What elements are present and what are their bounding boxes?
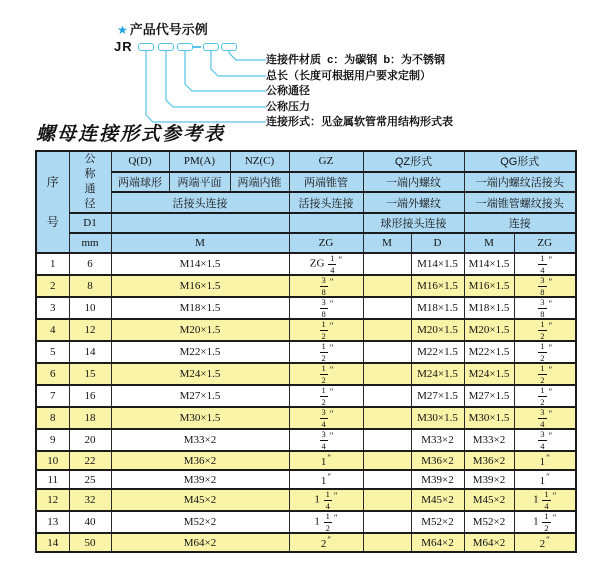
inch-mark: ″: [329, 320, 334, 331]
table-row: [36, 533, 576, 552]
header-sub-zg1: ZG: [289, 233, 363, 253]
cell-qg-m: M24×1.5: [464, 363, 514, 385]
label-connection-type: 连接形式：见金属软管常用结构形式表: [266, 116, 453, 128]
cell-dn: 8: [69, 275, 111, 297]
cell-seq: 5: [36, 341, 69, 363]
cell-gz: [289, 407, 363, 429]
fraction: $\frac{3}{4}$: [321, 407, 326, 429]
cell-m: M52×2: [111, 511, 289, 533]
header-qg-thread: 一端锥管螺纹接头: [464, 192, 576, 213]
cell-seq: 7: [36, 385, 69, 407]
cell-qz-d: M20×1.5: [411, 319, 464, 341]
cell-qg-m: M39×2: [464, 470, 514, 489]
cell-m: M16×1.5: [111, 275, 289, 297]
cell-seq: 12: [36, 489, 69, 511]
cell-gz: [289, 341, 363, 363]
cell-qg-zg: [514, 253, 576, 275]
cell-dn: 22: [69, 451, 111, 470]
cell-dn: 50: [69, 533, 111, 552]
cell-m: M20×1.5: [111, 319, 289, 341]
cell-qz-m: [363, 533, 411, 552]
header-nominal-diameter: 公称通径: [69, 151, 111, 213]
header-qz-joint: 球形接头连接: [363, 213, 464, 233]
star-icon: ★: [117, 23, 128, 37]
cell-qz-m: [363, 363, 411, 385]
cell-m: M39×2: [111, 470, 289, 489]
inch-mark: ″: [338, 254, 343, 265]
cell-qz-d: M16×1.5: [411, 275, 464, 297]
cell-qz-d: M27×1.5: [411, 385, 464, 407]
cell-qz-d: M30×1.5: [411, 407, 464, 429]
cell-m: M45×2: [111, 489, 289, 511]
header-blank-gz: [289, 213, 363, 233]
header-gz-code: GZ: [289, 151, 363, 172]
cell-seq: 11: [36, 470, 69, 489]
cell-qz-m: [363, 429, 411, 451]
inch-mark: ″: [552, 490, 557, 501]
cell-dn: 6: [69, 253, 111, 275]
inch-mark: ″: [329, 298, 334, 309]
inch-mark: ″: [546, 453, 550, 463]
table-row: [36, 363, 576, 385]
inch-mark: ″: [333, 512, 338, 523]
table-body: [36, 253, 576, 552]
inch-mark: ″: [333, 490, 338, 501]
cell-gz: [289, 385, 363, 407]
cell-qz-d: M33×2: [411, 429, 464, 451]
inch-mark: ″: [548, 408, 553, 419]
cell-seq: 3: [36, 297, 69, 319]
header-sub-d: D: [411, 233, 464, 253]
fraction: $\frac{1}{2}$: [321, 319, 326, 341]
header-qpn-connection: 活接头连接: [111, 192, 289, 213]
fraction: $\frac{3}{8}$: [321, 275, 326, 297]
table-row: [36, 429, 576, 451]
header-gz-desc: 两端锥管: [289, 172, 363, 193]
cell-dn: 12: [69, 319, 111, 341]
table-row: [36, 489, 576, 511]
fraction: $\frac{3}{8}$: [540, 275, 545, 297]
cell-qz-d: M14×1.5: [411, 253, 464, 275]
fraction: $\frac{3}{4}$: [540, 429, 545, 451]
cell-qz-m: [363, 275, 411, 297]
cell-gz: 1 $\frac{1}{4}$ ″: [289, 489, 363, 511]
inch-mark: ″: [329, 386, 334, 397]
cell-m: M64×2: [111, 533, 289, 552]
cell-qz-m: [363, 341, 411, 363]
fraction: $\frac{3}{4}$: [540, 407, 545, 429]
cell-dn: 18: [69, 407, 111, 429]
cell-dn: 32: [69, 489, 111, 511]
header-d1: D1: [69, 213, 111, 233]
cell-qg-zg: [514, 319, 576, 341]
inch-mark: ″: [329, 430, 334, 441]
header-qg-title: QG形式: [464, 151, 576, 172]
cell-qg-zg: [514, 275, 576, 297]
inch-mark: ″: [548, 342, 553, 353]
cell-m: M14×1.5: [111, 253, 289, 275]
label-total-length: 总长（长度可根据用户要求定制）: [266, 70, 431, 82]
cell-seq: 14: [36, 533, 69, 552]
inch-mark: ″: [546, 535, 550, 545]
cell-gz: 1″: [289, 470, 363, 489]
cell-qz-d: M39×2: [411, 470, 464, 489]
table-title: 螺母连接形式参考表: [36, 124, 226, 145]
cell-dn: 40: [69, 511, 111, 533]
label-nominal-pressure: 公称压力: [266, 101, 310, 113]
cell-qg-m: M45×2: [464, 489, 514, 511]
table-row: [36, 319, 576, 341]
cell-gz: [289, 319, 363, 341]
header-sub-m1: M: [111, 233, 289, 253]
table-header: [36, 151, 576, 253]
header-q-desc: 两端球形: [111, 172, 169, 193]
header-unit: mm: [69, 233, 111, 253]
inch-mark: ″: [327, 453, 332, 463]
cell-qg-zg: [514, 297, 576, 319]
header-sub-zg2: ZG: [514, 233, 576, 253]
cell-m: M36×2: [111, 451, 289, 470]
header-qg-joint: 连接: [464, 213, 576, 233]
inch-mark: ″: [329, 342, 334, 353]
cell-seq: 9: [36, 429, 69, 451]
diagram-heading-text: 产品代号示例: [129, 22, 208, 37]
cell-dn: 15: [69, 363, 111, 385]
nut-connection-table: [35, 150, 577, 553]
inch-mark: ″: [548, 320, 553, 331]
header-qz-title: QZ形式: [363, 151, 464, 172]
cell-qg-zg: [514, 429, 576, 451]
fraction: $\frac{1}{4}$: [540, 253, 545, 275]
cell-m: M27×1.5: [111, 385, 289, 407]
cell-qg-zg: [514, 385, 576, 407]
code-prefix: JR: [114, 39, 133, 54]
header-pm-desc: 两端平面: [169, 172, 230, 193]
table-row: [36, 407, 576, 429]
fraction: $\frac{1}{2}$: [540, 363, 545, 385]
cell-dn: 10: [69, 297, 111, 319]
fraction: $\frac{3}{8}$: [540, 297, 545, 319]
cell-qz-m: [363, 297, 411, 319]
table-row: [36, 275, 576, 297]
cell-qz-d: M18×1.5: [411, 297, 464, 319]
cell-qg-zg: 1 $\frac{1}{4}$ ″: [514, 489, 576, 511]
cell-gz: [289, 363, 363, 385]
table-row: [36, 451, 576, 470]
cell-qg-m: M20×1.5: [464, 319, 514, 341]
header-nz-desc: 两端内锥: [230, 172, 289, 193]
header-gz-connection: 活接头连接: [289, 192, 363, 213]
cell-qz-d: M64×2: [411, 533, 464, 552]
cell-qz-d: M22×1.5: [411, 341, 464, 363]
cell-qg-m: M52×2: [464, 511, 514, 533]
inch-mark: ″: [552, 512, 557, 523]
cell-m: M33×2: [111, 429, 289, 451]
cell-qg-zg: 1″: [514, 451, 576, 470]
inch-mark: ″: [329, 276, 334, 287]
cell-m: M24×1.5: [111, 363, 289, 385]
header-sub-m2: M: [363, 233, 411, 253]
cell-m: M30×1.5: [111, 407, 289, 429]
cell-qg-m: M14×1.5: [464, 253, 514, 275]
cell-qz-m: [363, 451, 411, 470]
cell-dn: 14: [69, 341, 111, 363]
cell-qz-m: [363, 319, 411, 341]
cell-gz: [289, 429, 363, 451]
cell-qz-d: M36×2: [411, 451, 464, 470]
label-nominal-diameter: 公称通径: [266, 85, 310, 97]
cell-qz-m: [363, 489, 411, 511]
header-qg-desc: 一端内螺纹活接头: [464, 172, 576, 193]
header-qz-thread: 一端外螺纹: [363, 192, 464, 213]
fraction: $\frac{1}{2}$: [321, 385, 326, 407]
inch-mark: ″: [548, 386, 553, 397]
header-seq: 序号: [36, 151, 69, 253]
inch-mark: ″: [327, 535, 332, 545]
cell-qz-d: M52×2: [411, 511, 464, 533]
cell-gz: 1 $\frac{1}{2}$ ″: [289, 511, 363, 533]
header-pm-code: PM(A): [169, 151, 230, 172]
table-row: [36, 253, 576, 275]
cell-dn: 16: [69, 385, 111, 407]
fraction: $\frac{1}{4}$: [325, 489, 330, 511]
cell-qg-zg: 1″: [514, 470, 576, 489]
fraction: $\frac{1}{2}$: [540, 319, 545, 341]
label-material: 连接件材质 c：为碳钢 b：为不锈钢: [266, 54, 446, 66]
cell-seq: 13: [36, 511, 69, 533]
cell-dn: 25: [69, 470, 111, 489]
cell-m: M18×1.5: [111, 297, 289, 319]
cell-qz-d: M45×2: [411, 489, 464, 511]
table-row: [36, 297, 576, 319]
cell-gz: 1″: [289, 451, 363, 470]
cell-gz: [289, 275, 363, 297]
cell-qz-d: M24×1.5: [411, 363, 464, 385]
cell-gz: 2″: [289, 533, 363, 552]
fraction: $\frac{3}{8}$: [321, 297, 326, 319]
fraction: $\frac{1}{2}$: [540, 385, 545, 407]
inch-mark: ″: [329, 364, 334, 375]
fraction: $\frac{3}{4}$: [321, 429, 326, 451]
header-nz-code: NZ(C): [230, 151, 289, 172]
cell-seq: 6: [36, 363, 69, 385]
inch-mark: ″: [548, 364, 553, 375]
cell-qz-m: [363, 470, 411, 489]
cell-gz: [289, 297, 363, 319]
cell-gz: ZG $\frac{1}{4}$ ″: [289, 253, 363, 275]
table-row: [36, 341, 576, 363]
inch-mark: ″: [546, 472, 550, 482]
table-row: [36, 511, 576, 533]
cell-qg-zg: [514, 341, 576, 363]
fraction: $\frac{1}{2}$: [544, 511, 549, 533]
cell-qg-zg: 2″: [514, 533, 576, 552]
cell-seq: 2: [36, 275, 69, 297]
cell-qz-m: [363, 407, 411, 429]
cell-qg-zg: [514, 363, 576, 385]
cell-seq: 10: [36, 451, 69, 470]
cell-qg-zg: [514, 407, 576, 429]
cell-qz-m: [363, 253, 411, 275]
cell-qg-m: M16×1.5: [464, 275, 514, 297]
fraction: $\frac{1}{2}$: [321, 363, 326, 385]
cell-qz-m: [363, 511, 411, 533]
inch-mark: ″: [548, 276, 553, 287]
fraction: $\frac{1}{2}$: [321, 341, 326, 363]
cell-qg-m: M33×2: [464, 429, 514, 451]
cell-qg-m: M22×1.5: [464, 341, 514, 363]
cell-seq: 4: [36, 319, 69, 341]
fraction: $\frac{1}{4}$: [544, 489, 549, 511]
header-sub-m3: M: [464, 233, 514, 253]
cell-qg-m: M36×2: [464, 451, 514, 470]
cell-qg-m: M30×1.5: [464, 407, 514, 429]
cell-dn: 20: [69, 429, 111, 451]
cell-m: M22×1.5: [111, 341, 289, 363]
inch-mark: ″: [548, 430, 553, 441]
table-row: [36, 470, 576, 489]
inch-mark: ″: [329, 408, 334, 419]
inch-mark: ″: [327, 472, 332, 482]
header-q-code: Q(D): [111, 151, 169, 172]
header-qz-desc: 一端内螺纹: [363, 172, 464, 193]
cell-qg-m: M27×1.5: [464, 385, 514, 407]
cell-qz-m: [363, 385, 411, 407]
fraction: $\frac{1}{2}$: [325, 511, 330, 533]
inch-mark: ″: [548, 254, 553, 265]
cell-qg-m: M64×2: [464, 533, 514, 552]
fraction: $\frac{1}{2}$: [540, 341, 545, 363]
fraction: $\frac{1}{4}$: [330, 253, 335, 275]
cell-seq: 1: [36, 253, 69, 275]
cell-seq: 8: [36, 407, 69, 429]
cell-qg-zg: 1 $\frac{1}{2}$ ″: [514, 511, 576, 533]
table-row: [36, 385, 576, 407]
cell-qg-m: M18×1.5: [464, 297, 514, 319]
header-blank-qpn: [111, 213, 289, 233]
inch-mark: ″: [548, 298, 553, 309]
